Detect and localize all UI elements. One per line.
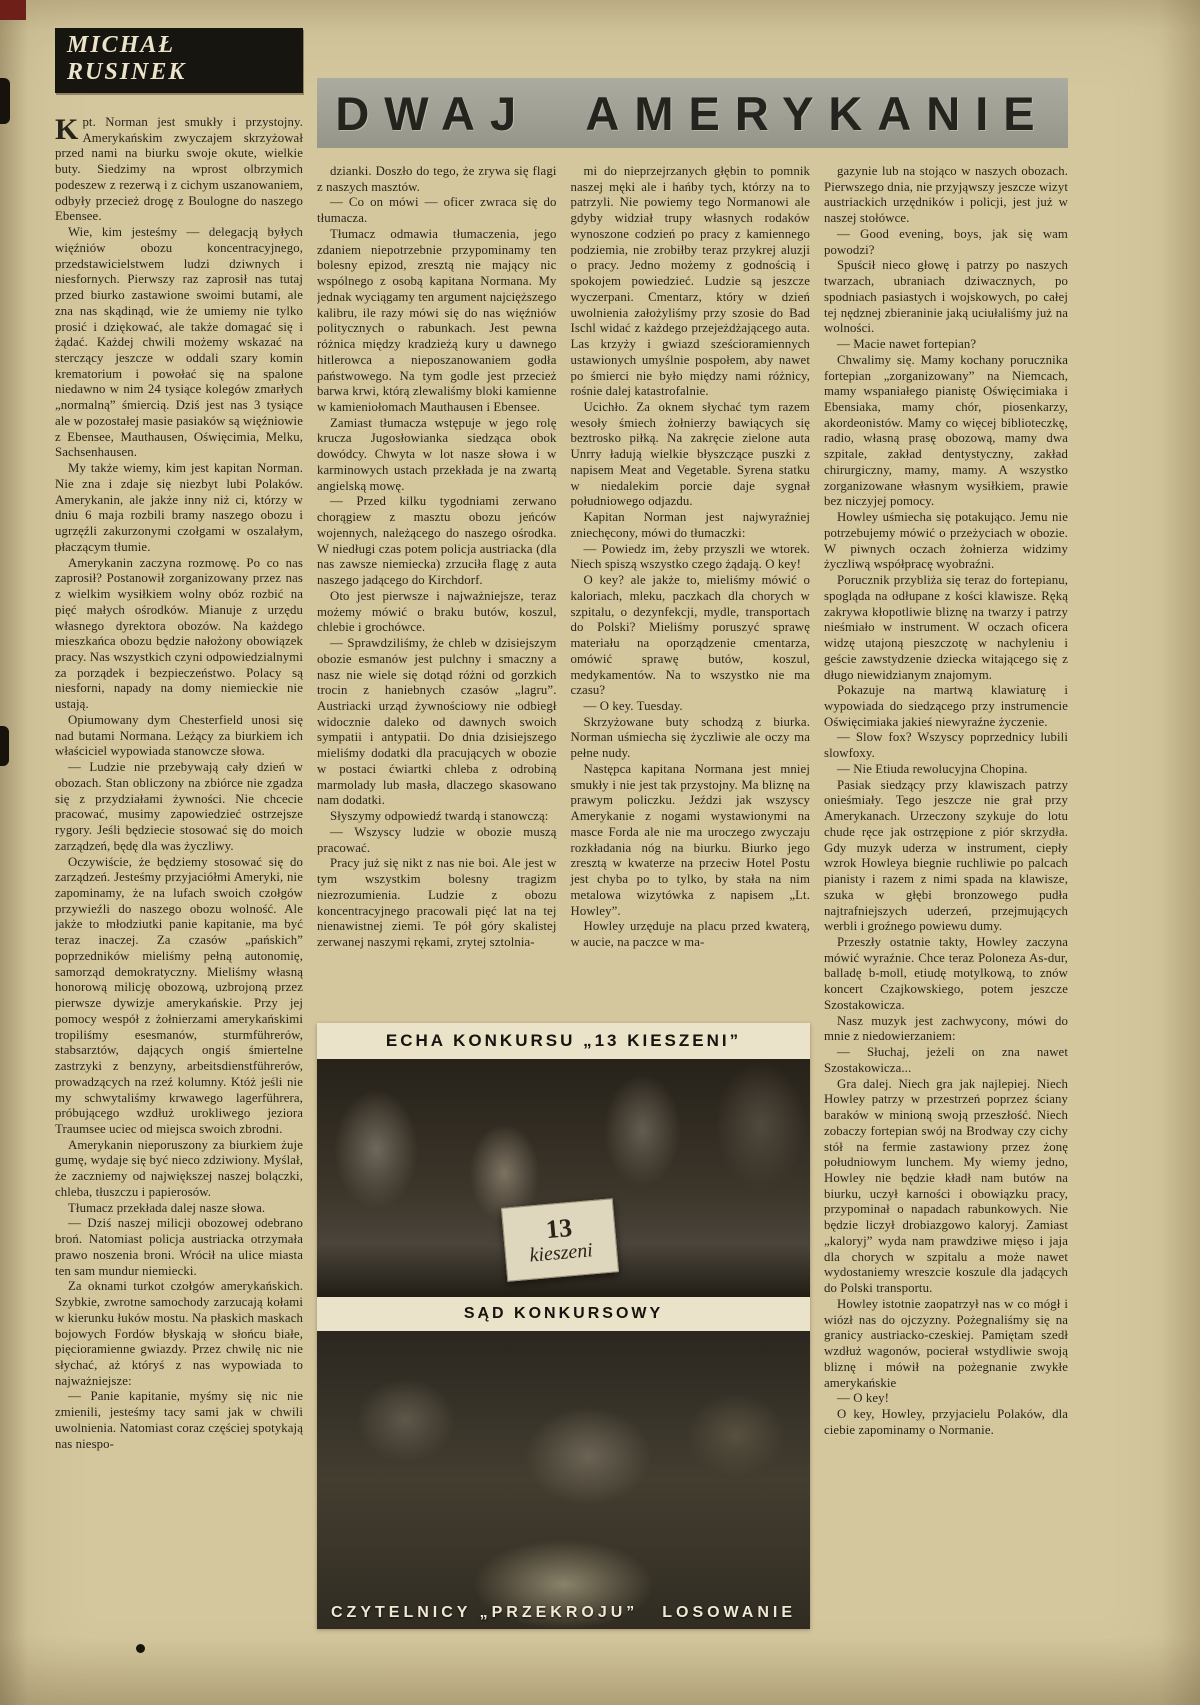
page-layout <box>55 28 1068 1650</box>
paragraph: Chwalimy się. Mamy kochany porucznika fortepian „zorganizowany” na Niemcach, mamy wspaniałego pianistę Oświęcimiaka i Ebensiaka, mamy chór, piosenkarzy, akordeonistów. Mamy co więcej biblioteczkę, radio, własną prasę obozową, mamy dwa szpitale, zakład dentystyczny, zakład chirurgiczny, mamy, mamy. A wszystko zorganizowane własnym wysiłkiem, prawie bez niczyjej pomocy. <box>824 352 1068 509</box>
author-badge <box>55 28 303 93</box>
paragraph: — Przed kilku tygodniami zerwano chorągiew z masztu obozu jeńców wojennych, należącego do naszego ośrodka. W niedługi czas potem policja austriacka (dla nas zawsze niemiecka) zrzuciła flagę z auta naszego jadącego do Kirchdorf. <box>317 494 557 588</box>
article-column-4 <box>824 164 1068 1642</box>
paragraph: mi do nieprzejrzanych głębin to pomnik naszej męki ale i hańby tych, którzy na to patrzyli. Nie powiemy tego Normanowi ale gdyby widział trupy własnych rodaków wynoszone codzień po pracy z kamiennego podziemia, nie zrobiłby teraz przykrej aluzji o pracy. Jedno możemy z godnością i spokojem powiedzieć. Ludzie są jeszcze wyczerpani. Cmentarz, który w dzień uwolnienia założyliśmy przy szosie do Bad Ischl widać z każdego przejeżdżającego auta. Las krzyży i gwiazd sześcioramiennych ustawionych umyślnie pospołem, aby nawet po śmierci nie było między nami różnicy, rośnie dalej katastrofalnie. <box>570 164 810 399</box>
scan-artifact <box>0 0 26 20</box>
photo-caption-middle: SĄD KONKURSOWY <box>317 1297 810 1331</box>
scan-artifact <box>0 726 9 766</box>
paragraph: — Macie nawet fortepian? <box>837 337 977 352</box>
photo-section <box>317 1023 810 1629</box>
right-area <box>317 28 1068 1650</box>
paragraph: — O key! <box>837 1391 889 1406</box>
readers-drawing-photo <box>317 1331 810 1629</box>
paragraph: Słyszymy odpowiedź twardą i stanowczą: <box>330 809 549 824</box>
paragraph: — Nie Etiuda rewolucyjna Chopina. <box>837 761 1028 776</box>
paragraph: — Slow fox? Wszyscy poprzednicy lubili slowfoxy. <box>824 730 1068 761</box>
paragraph: gazynie lub na stojąco w naszych obozach. Pierwszego dnia, nie przyjąwszy jeszcze wizyt austriackich urzędników i policji, jest już w naszej stołówce. <box>824 164 1068 226</box>
paragraph: Oto jest pierwsze i najważniejsze, teraz możemy mówić o braku butów, koszul, chlebie i grochówce. <box>317 588 557 635</box>
paragraph: Kapitan Norman jest najwyraźniej zniechęcony, mówi do tłumaczki: <box>570 510 810 540</box>
paragraph: O key, Howley, przyjacielu Polaków, dla ciebie zapominamy o Normanie. <box>824 1407 1068 1437</box>
paragraph: — Ludzie nie przebywają cały dzień w obozach. Stan obliczony na zbiórce nie zgadza się z przydziałami żywności. Nie chcecie pracować, musimy zapowiedzieć ostrzejsze rygory. Jeśli będziecie stosować się do moich zarządzeń, będę dla was życzliwy. <box>55 760 303 853</box>
photo-caption-bottom-right: LOSOWANIE <box>662 1604 796 1621</box>
photo-caption-top: ECHA KONKURSU „13 KIESZENI” <box>317 1023 810 1059</box>
sign-word: kieszeni <box>528 1239 594 1267</box>
paragraph: Pokazuje na martwą klawiaturę i wypowiada do siedzącego przy instrumencie Oświęcimiaka jakieś niewyraźne życzenie. <box>824 683 1068 729</box>
scan-artifact <box>0 78 10 124</box>
paragraph: Howley uśmiecha się potakująco. Jemu nie potrzebujemy mówić o przeżyciach w obozie. W piwnych oczach żołnierza widzimy życzliwą współpracę wyobraźni. <box>824 510 1068 572</box>
paragraph: — Panie kapitanie, myśmy się nic nie zmienili, jesteśmy tacy sami jak w chwili uwolnienia. Natomiast coraz częściej spotykają nas niespo- <box>55 1389 303 1451</box>
paragraph: Ucichło. Za oknem słychać tym razem wesoły śmiech żołnierzy bawiących się beztrosko piłką. Na zakręcie zielone auta Unrry ładują wielkie błyszczące puszki z napisem Meat and Vegetable. Syrena statku w niedalekim porcie daje sygnał południowego odjazdu. <box>570 400 810 509</box>
paragraph: — Sprawdziliśmy, że chleb w dzisiejszym obozie esmanów jest pulchny i smaczny a nasz nie wiele się dotąd różni od gorzkich trocin z haniebnych czasów „lagru”. Austriacki urząd żywnościowy nie odbiegł widocznie daleko od dawnych swoich sympatii i antypatii. Do dnia dzisiejszego mieliśmy dodatki dla pracujących w obozie w postaci ćwiartki chleba z odrobiną marmolady lub masła, dlaczego skasowano nam dodatki. <box>317 636 557 808</box>
paragraph: Nasz muzyk jest zachwycony, mówi do mnie z niedowierzaniem: <box>824 1013 1068 1044</box>
right-columns <box>317 164 1068 1642</box>
paragraph: Spuścił nieco głowę i patrzy po naszych twarzach, ubraniach dziwacznych, po spodniach pasiastych i wojskowych, po całej tej nędznej zbieraninie jaką uciułaliśmy już na wolności. <box>824 258 1068 336</box>
paragraph: Zamiast tłumacza wstępuje w jego rolę krucza Jugosłowianka siedząca obok dowódcy. Chwyta w lot nasze słowa i w karminowych ustach przekłada je na zwartą angielską mowę. <box>317 415 557 493</box>
middle-columns-wrap <box>317 164 810 1642</box>
article-column-3 <box>571 164 811 1017</box>
article-headline <box>317 78 1068 148</box>
paragraph: Pasiak siedzący przy klawiszach patrzy onieśmiały. Tego jeszcze nie grał przy Amerykanach. Urzeczony szykuje do lotu chude ręce jak ostrzępione z piór skrzydła. Gdy muzyk uderza w instrument, ciepły wzrok Howleya biegnie ruchliwie po palcach pianisty i razem z nimi spada na klawisze, szuka w głębi bronzowego pudła najtrafniejszych uderzeń, przejmujących werbli i groźnego powiewu dumy. <box>824 777 1068 934</box>
paragraph: Amerykanin zaczyna rozmowę. Po co nas zaprosił? Postanowił zorganizowany przez nas z wielkim wysiłkiem wolny obóz rozbić na pięć małych ośrodków. Mianuje z urzędu własnego dyrektora obozów. Na każdego mieszkańca obozu będzie nałożony obowiązek pracy. Nas wszystkich czyni odpowiedzialnymi za porządek i bezpieczeństwo. Polacy są niesforni, napady na domy niemieckie nie ustają. <box>55 555 303 712</box>
13-kieszeni-sign <box>501 1198 619 1281</box>
paragraph: Amerykanin nieporuszony za biurkiem żuje gumę, wydaje się być nieco zdziwiony. Myślał, że zaczniemy od największej naszej bolączki, chleba, tłuszczu i papierosów. <box>55 1137 303 1199</box>
paragraph: — Dziś naszej milicji obozowej odebrano broń. Natomiast policja austriacka otrzymała prawo noszenia broni. Wrócił na ulice miasta ten sam mundur niemiecki. <box>55 1216 303 1278</box>
photo-bottom-captions <box>317 1604 810 1622</box>
paragraph: Oczywiście, że będziemy stosować się do zarządzeń. Jesteśmy przyjaciółmi Ameryki, nie zapominamy, że na lufach swoich czołgów przywieźli do naszego obozu wolność. Ale jakże to młodziutki panie kapitanie, ma być teraz inaczej. Za czasów „pańskich” poprzedników mieliśmy pełną autonomię, samorząd demokratyczny. Mieliśmy własną honorową milicję obozową, uzbrojoną przez pierwsze dywizje amerykańskie. Przy jej pomocy wespół z żołnierzami amerykańskimi tropiliśmy esesmanów, sturmführerów, stabsarztów, dających ongiś śmiertelne zastrzyki z benzyny, arbeitsdienstführerów, prowadzących na rzeź kolumny. Któż jeśli nie my schwytaliśmy krwawego lagerführera, próbującego wzdłuż urokliwego jeziora Traumsee uciec od miejsca swoich zbrodni. <box>55 854 303 1136</box>
paragraph: Za oknami turkot czołgów amerykańskich. Szybkie, zwrotne samochody zarzucają kołami w kierunku łuków mostu. Na płaskich maskach bojowych Fordów błyskają w słońcu białe, pięcioramienne gwiazdy. Przez chwilę nic nie słychać, aż któryś z nas wypowiada to najważniejsze: <box>55 1279 303 1388</box>
paragraph: Howley istotnie zaopatrzył nas w co mógł i wiózł nas do ojczyzny. Pożegnaliśmy się na granicy austriacko-czeskiej. Pamiętam szedł wzdłuż wagonów, pocierał wstydliwie swoją bliznę i mówił na pożegnanie zwykłe amerykańskie <box>824 1296 1068 1390</box>
middle-columns <box>317 164 810 1017</box>
paragraph: Howley urzęduje na placu przed kwaterą, w aucie, na paczce w ma- <box>570 919 810 949</box>
author-name: MICHAŁ RUSINEK <box>67 32 187 85</box>
article-column-2 <box>317 164 557 1017</box>
left-column-wrap <box>55 28 303 1650</box>
paragraph: O key? ale jakże to, mieliśmy mówić o kaloriach, mleku, paczkach dla chorych w szpitalu, o dezynfekcji, mydle, transportach do Polski? Mieliśmy poruszyć sprawę materiału na oporządzenie cmentarza, omówić sprawę butów, koszul, medykamentów. Na to wszystko nie ma czasu? <box>570 573 810 698</box>
paragraph: Opiumowany dym Chesterfield unosi się nad butami Normana. Leżący za biurkiem ich właściciel wypowiada stanowcze słowa. <box>55 712 303 759</box>
paragraph: Tłumacz przekłada dalej nasze słowa. <box>68 1200 266 1215</box>
paragraph: Skrzyżowane buty schodzą z biurka. Norman uśmiecha się życzliwie ale oczy ma pełne nudy. <box>570 714 810 761</box>
paragraph: Pracy już się nikt z nas nie boi. Ale jest w tym wszystkim bolesny tragizm niezrozumienia. Ludzie z obozu koncentracyjnego pracowali pięć lat na tej nienawistnej ziemi. Te pół góry skalistej zerwanej naszymi rękami, zrytej sztolnia- <box>317 856 557 949</box>
photo-caption-bottom-left: CZYTELNICY „PRZEKROJU” <box>331 1604 639 1621</box>
paragraph: — Wszyscy ludzie w obozie muszą pracować. <box>317 824 557 855</box>
paragraph: — Good evening, boys, jak się wam powodzi? <box>824 226 1068 257</box>
paragraph: — Słuchaj, jeżeli on zna nawet Szostakowicza... <box>824 1045 1068 1075</box>
headline-text: DWAJ AMERYKANIE <box>335 86 1050 140</box>
article-column-1 <box>55 115 303 1660</box>
paragraph: Porucznik przybliża się teraz do fortepianu, spogląda na odłupane z kości klawisze. Ręką zakrywa kłopotliwie bliznę na twarzy i patrzy nieśmiało w instrument. W oczach oficera widzę utajoną pieszczotę w nachyleniu i geście zawstydzenie dziecka witającego się z długo niewidzianym znajomym. <box>824 573 1068 682</box>
scan-artifact <box>136 1644 145 1653</box>
paragraph: — O key. Tuesday. <box>583 698 683 713</box>
paragraph: Następca kapitana Normana jest mniej smukły i nie jest tak przystojny. Ma bliznę na prawym policzku. Jeździ jak wszyscy Amerykanie z nogami wystawionymi na masce Forda ale nie ma uroczego zwyczaju rozkładania nóg na biurku. Biurko jego zresztą w kwaterze na przeciw Hotel Postu jest chyba po to tylko, by stała na nim metalowa wizytówka z napisem „Lt. Howley”. <box>570 761 810 918</box>
paragraph: — Co on mówi — oficer zwraca się do tłumacza. <box>317 195 557 226</box>
paragraph: Kpt. Norman jest smukły i przystojny. Amerykańskim zwyczajem skrzyżował przed nami na biurku swoje okute, wielkie buty. Siedzimy na wprost olbrzymich podeszew z rezerwą i z cichym uszanowaniem, odbyły przecież drogę z Boulogne do naszego Ebensee. <box>55 115 303 224</box>
paragraph: Wie, kim jesteśmy — delegacją byłych więźniów obozu koncentracyjnego, przedstawicielstwem ludzi dziwnych i niesfornych. Pierwszy raz zaprosił nas tutaj przed biurko zastawione swoimi butami, ale zna nas skądinąd, wie że umiemy nie tylko prosić i dziękować, ale także domagać się i żądać. Każdej chwili możemy wskazać na sterczący jeszcze w oddali szary komin krematorium i powołać się na spalone niedawno w nim 24 tysiące kolegów zmarłych „normalną” śmiercią. Dziś jest nas 3 tysiące ale w pozostałej masie pasiaków są więźniowie z Ebensee, Mauthausen, Oświęcimia, Melku, Sachsenhausen. <box>55 225 303 460</box>
sign-number: 13 <box>545 1212 574 1245</box>
paragraph: Tłumacz odmawia tłumaczenia, jego zdaniem niepotrzebnie przypominamy ten bolesny epizod, zresztą nie mający nic wspólnego z osobą kapitana Normana. My jednak wyciągamy ten argument najcięższego kalibru, ile razy mówi się do nas więźniów politycznych o rabunkach. Jest pewna różnica między kradzieżą kury u dawnego hitlerowca a nieposzanowaniem godła państwowego. Na tym godle jest przecież barwa krwi, którą zlewaliśmy bloki kamienne w kamieniołomach Mauthausen i Ebensee. <box>317 226 557 415</box>
paragraph: — Powiedz im, żeby przyszli we wtorek. Niech spiszą wszystko czego żądają. O key! <box>570 541 810 572</box>
paragraph: Przeszły ostatnie takty, Howley zaczyna mówić wyraźnie. Chce teraz Poloneza As-dur, balladę b-moll, etiudę motylkową, to znów koncert Czajkowskiego, potem jeszcze Szostakowicza. <box>824 934 1068 1012</box>
paragraph: dzianki. Doszło do tego, że zrywa się flagi z naszych masztów. <box>317 164 557 194</box>
paragraph: Gra dalej. Niech gra jak najlepiej. Niech Howley patrzy w przestrzeń poprzez ściany baraków w minioną swoją przeszłość. Niech zobaczy fortepian swój na Brodway czy cichy stół na fermie zastawiony przez żonę południowym lunchem. My wiemy jedno, Howley nie będzie kładł nam butów na biurku, uczył karności i obowiązku pracy, przypominał o napadach rabunkowych. Nie będzie liczył drobiazgowo kaloryj. Zamiast „kaloryj” wyda nam prawdziwe mięso i jaja dla chorych w szpitalu a może nawet wydostaniemy wreszcie koszule dla jadących do Polski transportu. <box>824 1076 1068 1296</box>
contest-jury-photo <box>317 1059 810 1297</box>
paragraph: My także wiemy, kim jest kapitan Norman. Nie zna i zdaje się niezbyt lubi Polaków. Amerykanin, ale jakże inny niż ci, którzy w dniu 6 maja rozbili bramy naszego obozu i ugrzęźli zakurzonymi czołgami w oszalałym, płaczącym tłumie. <box>55 461 303 554</box>
